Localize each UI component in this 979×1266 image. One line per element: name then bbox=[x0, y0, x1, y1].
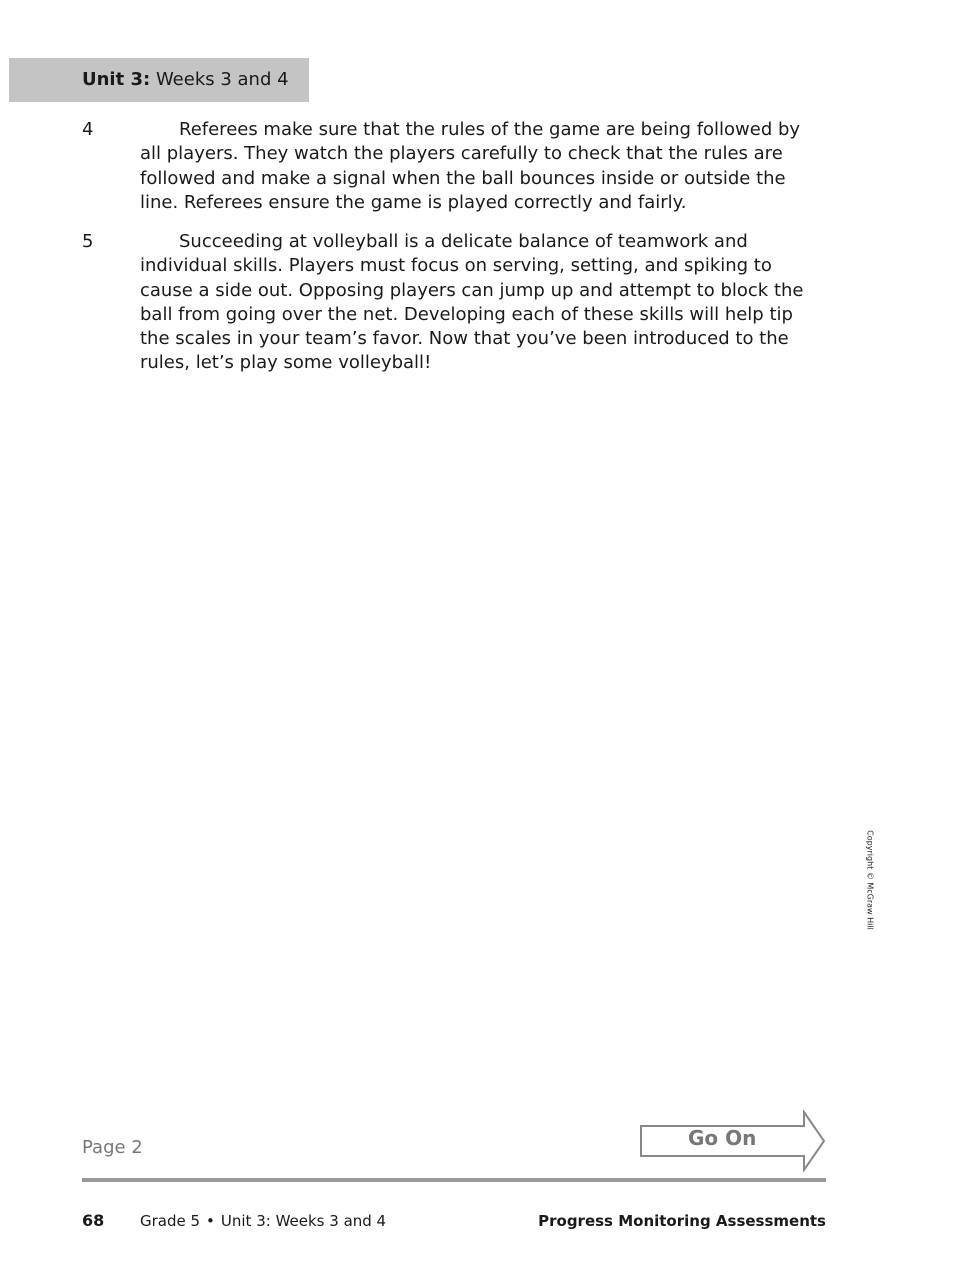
footer-page-number: 68 bbox=[82, 1211, 105, 1230]
footer-grade: Grade 5 bbox=[140, 1212, 201, 1230]
paragraph-4 bbox=[82, 118, 822, 215]
paragraph-number: 4 bbox=[82, 119, 94, 140]
unit-header-tab bbox=[9, 58, 309, 102]
go-on-label: Go On bbox=[688, 1126, 757, 1150]
go-on-button[interactable] bbox=[640, 1110, 826, 1172]
copyright-notice: Copyright © McGraw Hill bbox=[865, 830, 875, 930]
footer-course-info bbox=[140, 1211, 386, 1231]
page-label: Page 2 bbox=[82, 1137, 143, 1158]
footer-unit: Unit 3: Weeks 3 and 4 bbox=[220, 1212, 387, 1230]
footer-divider bbox=[82, 1178, 826, 1182]
paragraph-number: 5 bbox=[82, 231, 94, 252]
paragraph-text: Succeeding at volleyball is a delicate balance of teamwork and individual skills. Players must focus on serving, setting, and spiking to cause a side out. Opposing players can jump up and attempt to block the ball from going over the net. Developing each of these skills will help tip the scales in your team’s favor. Now that you’ve been introduced to the rules, let’s play some volleyball! bbox=[140, 231, 804, 374]
footer-separator: • bbox=[206, 1212, 215, 1230]
unit-label: Unit 3: bbox=[82, 69, 151, 90]
unit-weeks: Weeks 3 and 4 bbox=[155, 69, 289, 90]
paragraph-5 bbox=[82, 230, 822, 376]
paragraph-text: Referees make sure that the rules of the game are being followed by all players. They watch the players carefully to check that the rules are followed and make a signal when the ball bounces inside or outside the line. Referees ensure the game is played correctly and fairly. bbox=[140, 119, 801, 213]
footer-title: Progress Monitoring Assessments bbox=[538, 1212, 826, 1230]
